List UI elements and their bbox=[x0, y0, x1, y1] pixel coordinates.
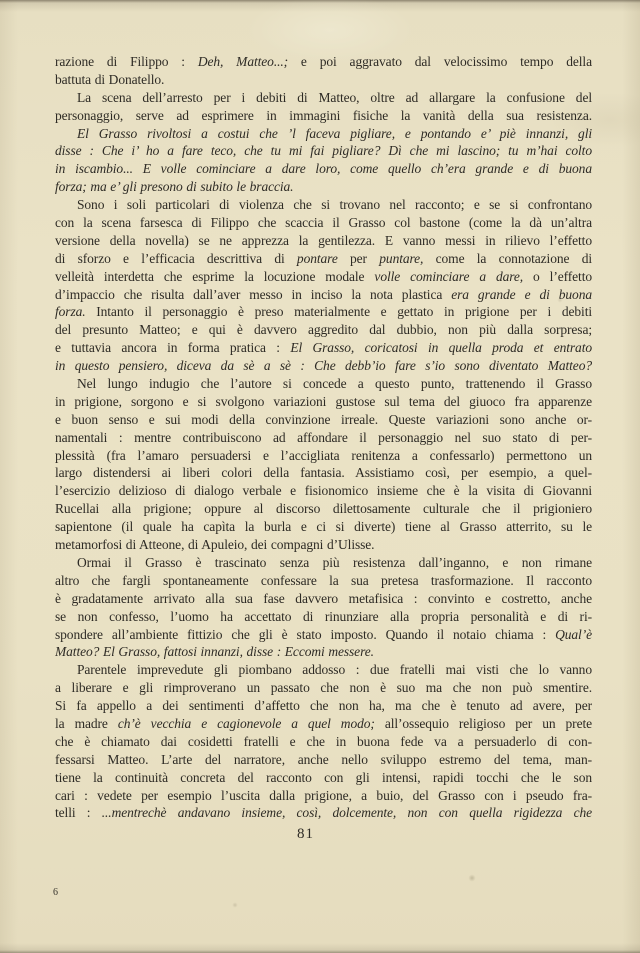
roman-text-run: La scena dell’arresto per i debiti di Matteo, oltre ad allargare la confusione del bbox=[77, 89, 592, 105]
text-line bbox=[55, 554, 592, 572]
roman-text-run: Intanto il personaggio è preso materialmente e gettato in prigione per i debiti bbox=[85, 304, 592, 320]
roman-text-run: Nel lungo indugio che l’autore si concede a questo punto, trattenendo il Grasso bbox=[77, 376, 592, 392]
text-line bbox=[55, 518, 592, 536]
italic-text-run: Deh, Matteo...; bbox=[197, 54, 289, 69]
text-line bbox=[55, 321, 592, 339]
text-line bbox=[55, 500, 592, 518]
text-line bbox=[55, 661, 592, 679]
text-line bbox=[55, 447, 592, 465]
roman-text-run: battuta di Donatello. bbox=[55, 71, 165, 87]
italic-text-run: in questo pensiero, diceva da sè a sè : Che debb’io fare s’io sono diventato Matteo? bbox=[55, 358, 592, 374]
roman-text-run: Ormai il Grasso è trascinato senza più resistenza dall’inganno, e non rimane bbox=[77, 554, 592, 570]
roman-text-run: velleità interdetta che esprime la locuzione modale bbox=[55, 268, 375, 284]
text-line bbox=[55, 751, 592, 769]
roman-text-run: all’ossequio religioso per un prete bbox=[374, 715, 592, 731]
roman-text-run: fessarsi Matteo. L’arte del narratore, anche nello sviluppo estremo del tema, man- bbox=[55, 751, 592, 767]
italic-text-run: Matteo? El Grasso, fattosi innanzi, disse : Eccomi messere. bbox=[55, 644, 374, 660]
text-line bbox=[55, 482, 592, 500]
roman-text-run: e tuttavia ancora in forma pratica : bbox=[55, 340, 291, 356]
paragraph-6 bbox=[55, 554, 592, 661]
paragraph-2 bbox=[55, 89, 592, 125]
text-line bbox=[55, 178, 592, 196]
italic-text-run: volle cominciare a dare, bbox=[374, 268, 524, 284]
text-line bbox=[55, 787, 592, 805]
roman-text-run: cari : vedete per esempio l’uscita dalla prigione, a buio, del Grasso con i pseudo fra- bbox=[55, 787, 592, 803]
paragraph-7 bbox=[55, 661, 592, 822]
italic-text-run: puntare, bbox=[379, 250, 424, 266]
roman-text-run: come la connotazione di bbox=[423, 250, 592, 266]
text-line bbox=[55, 214, 592, 232]
text-line bbox=[55, 160, 592, 178]
roman-text-run: è gradatamente arrivato alla sua fase davvero metafisica : convinto e costretto, anche bbox=[55, 590, 592, 606]
italic-text-run: pontare bbox=[296, 250, 338, 266]
text-line bbox=[55, 339, 592, 357]
roman-text-run: per bbox=[337, 250, 380, 266]
text-line bbox=[55, 715, 592, 733]
italic-text-run: forza; ma e’ gli presono di subito le braccia. bbox=[55, 179, 294, 195]
text-line bbox=[55, 679, 592, 697]
text-line bbox=[55, 268, 592, 286]
roman-text-run: di sforzo e l’efficacia descrittiva di bbox=[55, 250, 297, 266]
roman-text-run: e poi aggravato dal velocissimo tempo della bbox=[288, 54, 592, 69]
roman-text-run: con la scena farsesca di Filippo che scaccia il Grasso col bastone (come la dà un’altra bbox=[55, 215, 592, 231]
text-line bbox=[55, 572, 592, 590]
text-line bbox=[55, 626, 592, 644]
text-line bbox=[55, 608, 592, 626]
text-line bbox=[55, 643, 592, 661]
roman-text-run: plessità (fra l’amaro persuadersi e l’accigliata renitenza a confessarlo) permettono un bbox=[55, 447, 592, 463]
text-line bbox=[55, 250, 592, 268]
paragraph-3 bbox=[55, 125, 592, 197]
text-line bbox=[55, 375, 592, 393]
roman-text-run: Rucellai alla prigione; oppure al discorso dilettosamente culturale che il prigioniero bbox=[55, 501, 592, 517]
roman-text-run: Sono i soli particolari di violenza che si trovano nel racconto; e se si confrontano bbox=[77, 197, 592, 213]
roman-text-run: Parentele imprevedute gli piombano addosso : due fratelli mai visti che lo vanno bbox=[77, 662, 592, 678]
roman-text-run: del presunto Matteo; e qui è davvero aggredito dal dubbio, non più dalla sorpresa; bbox=[55, 322, 592, 338]
roman-text-run: personaggio, serve ad esprimere in immagini fisiche la vanità della sua resistenza. bbox=[55, 107, 592, 123]
roman-text-run: versione della novella) se ne apprezza la gentilezza. E vanno messi in rilievo l’effetto bbox=[55, 232, 592, 248]
paragraph-4 bbox=[55, 196, 592, 375]
text-line bbox=[55, 125, 592, 143]
text-line bbox=[55, 89, 592, 107]
italic-text-run: ch’è vecchia e cagionevole a quel modo; bbox=[117, 715, 375, 731]
roman-text-run: o l’effetto bbox=[523, 268, 592, 284]
italic-text-run: era grande e di buona bbox=[451, 286, 592, 302]
text-line bbox=[55, 804, 592, 822]
roman-text-run: la madre bbox=[55, 715, 118, 731]
text-line bbox=[55, 411, 592, 429]
text-line bbox=[55, 232, 592, 250]
page-number: 81 bbox=[297, 826, 314, 842]
italic-text-run: El Grasso, coricatosi in quella proda et entrato bbox=[290, 340, 592, 356]
roman-text-run: Si fa appello a dei sentimenti d’affetto che non ha, ma che è tenuto ad avere, per bbox=[55, 698, 592, 714]
text-line bbox=[55, 357, 592, 375]
paragraph-5 bbox=[55, 375, 592, 554]
roman-text-run: telli : bbox=[55, 805, 102, 821]
signature-mark: 6 bbox=[53, 887, 58, 898]
roman-text-run: tiene la continuità concreta del racconto con gli intensi, rapidi tocchi che le son bbox=[55, 769, 592, 785]
paragraph-1 bbox=[55, 53, 592, 89]
roman-text-run: l’esercizio delizioso di dialogo verbale e fisionomico insieme che è la visita di Giovanni bbox=[55, 483, 592, 499]
text-line bbox=[55, 393, 592, 411]
text-line bbox=[55, 697, 592, 715]
roman-text-run: namentali : mentre contribuiscono ad affondare il personaggio nel suo stato di per- bbox=[55, 429, 592, 445]
text-line bbox=[55, 142, 592, 160]
text-line bbox=[55, 71, 592, 89]
roman-text-run: altro che fargli spontaneamente confessare la sua pretesa trasformazione. Il racconto bbox=[55, 572, 592, 588]
text-line bbox=[55, 53, 592, 71]
text-line bbox=[55, 464, 592, 482]
text-line bbox=[55, 286, 592, 304]
italic-text-run: ...mentrechè andavano insieme, così, dolcemente, non con quella rigidezza che bbox=[101, 805, 592, 821]
text-line bbox=[55, 429, 592, 447]
text-line bbox=[55, 733, 592, 751]
text-line bbox=[55, 590, 592, 608]
roman-text-run: metamorfosi di Atteone, di Apuleio, dei compagni d’Ulisse. bbox=[55, 537, 375, 553]
roman-text-run: largo distendersi ai liberi colori della fantasia. Assistiamo così, per esempio, a quel- bbox=[55, 465, 592, 481]
text-line bbox=[55, 303, 592, 321]
roman-text-run: e buon senso e sui modi della convinzione irreale. Queste variazioni sono anche or- bbox=[55, 411, 592, 427]
text-block bbox=[55, 53, 592, 822]
text-line bbox=[55, 107, 592, 125]
roman-text-run: a liberare e gli rimproverano un passato che non è suo ma che non può smentire. bbox=[55, 680, 592, 696]
roman-text-run: sapientone (il quale ha capìta la burla e ci si diverte) tiene al Grasso atterrito, su le bbox=[55, 519, 592, 535]
italic-text-run: forza. bbox=[55, 304, 86, 320]
italic-text-run: disse : Che i’ ho a fare teco, che tu mi fai pigliare? Dì che mi lascino; tu m’hai colto bbox=[55, 143, 592, 159]
roman-text-run: che è chiamato dai cosidetti fratelli e che in buona fede va a persuaderlo di con- bbox=[55, 733, 592, 749]
roman-text-run: in prigione, sorgono e si svolgono variazioni gustose sul tema del giuoco fra apparenze bbox=[55, 393, 592, 409]
roman-text-run: spondere all’ambiente fittizio che gli è stato imposto. Quando il notaio chiama : bbox=[55, 626, 556, 642]
roman-text-run: d’impaccio che risulta dall’aver messo in inciso la nota plastica bbox=[55, 286, 452, 302]
roman-text-run: se non confesso, l’uomo ha accettato di rinunziare alla propria personalità e di ri- bbox=[55, 608, 592, 624]
text-line bbox=[55, 536, 592, 554]
text-line bbox=[55, 196, 592, 214]
roman-text-run: razione di Filippo : bbox=[55, 54, 198, 69]
text-line bbox=[55, 769, 592, 787]
italic-text-run: El Grasso rivoltosi a costui che ’l faceva pigliare, e pontando e’ piè innanzi, gli bbox=[77, 125, 592, 141]
italic-text-run: in iscambio... E volle cominciare a dare loro, come quello ch’era grande e di buona bbox=[55, 161, 592, 177]
italic-text-run: Qual’è bbox=[555, 626, 592, 642]
